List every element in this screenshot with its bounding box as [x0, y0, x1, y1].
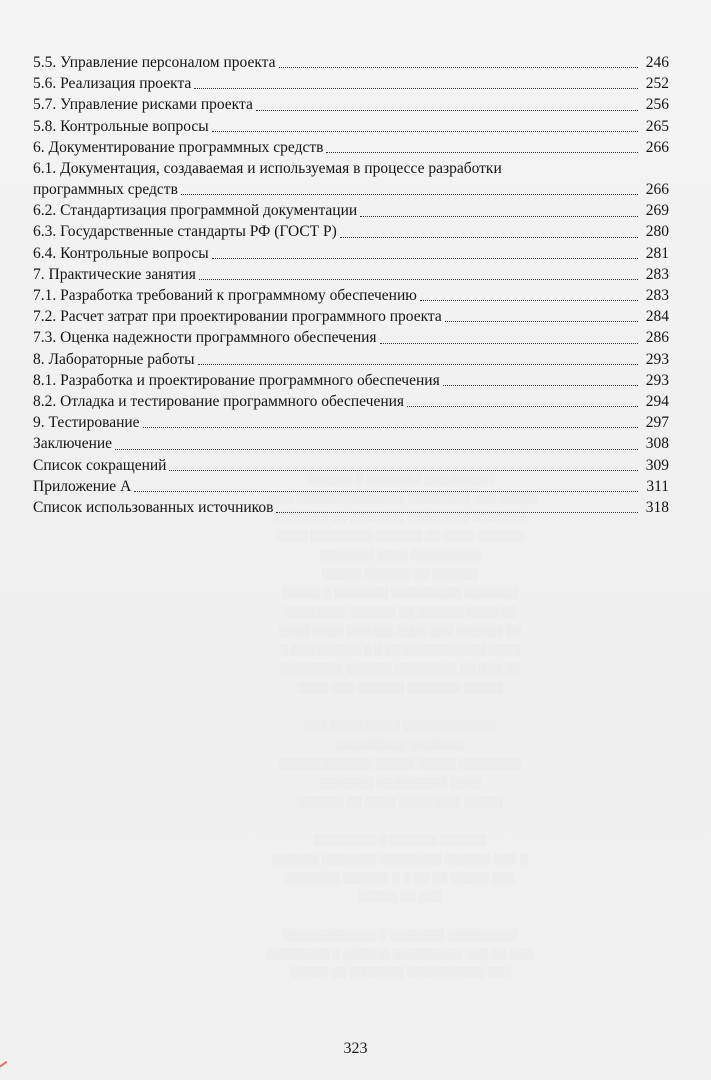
dot-leader [256, 109, 638, 111]
table-of-contents [33, 52, 669, 518]
toc-entry-title-line1: 6.1. Документация, создаваемая и используемая в процессе разработки [33, 159, 502, 177]
toc-entry-page: 280 [645, 223, 669, 241]
toc-entry-title: 6.2. Стандартизация программной документации [33, 202, 358, 220]
toc-entry [33, 94, 669, 115]
toc-entry-page: 293 [645, 350, 669, 368]
toc-entry-title: 6.3. Государственные стандарты РФ (ГОСТ Р) [33, 223, 337, 241]
toc-entry-title: 7.1. Разработка требований к программному обеспечению [33, 287, 417, 305]
show-through-text: ░░░░░░ ░ ░░░░░░░ ░░░░░░░░░ ░░░░ ░░░░░░░░░░░░░░ ░░░░░░░░ ░░░ ░░░░░ ░░░░░░░ ░░ ░░░░░░░ ░░░░░░░░ ░░░░░░░ ░░░░ ░░░░░░░░ ░░░░░░ ░░ ░░░░ ░░░░░░ ░░░░░░░ ░░░░ ░░░░░░░░░ ░░░░░ ░░░░░░ ░░ ░░░░░░ ░░░░░ ░ ░░░░░░░ ░░░░░░░░░ ░░░░░░░ ░░░░░░░░ ░░░░░░ ░░ ░░░░░░ ░░░░ ░░ ░░░░ ░░░░ ░░░░░░ ░░░░ ░░░ ░░░░░░ ░░ ░ ░░░░░░░░░ ░ ░ ░░░░░░░░░░░░░ ░░░░ ░░░░░░░░ ░░░░░░ ░░░░░░░░ ░░ ░░░ ░░ ░░░░ ░░░ ░░░░░░ ░░░░░░░ ░░░░░ ░░░ ░░░░░░░░░ ░░░░░░░░░░░░ ░░░░░░░░░ ░░░░░░░ ░░░░░░░░░░░░ ░░░░░ ░░░░░ ░░░░░░░░ ░░░░░░░ ░░░░░░░░░ ░░░░ ░░░░░░ ░░ ░░░░ ░░░░░░░░ ░░░░░ ░░░░░░░░ ░ ░░░░░░ ░░░░░░ ░░░░░░ ░░░░░░░ ░░░░░░░░ ░░░░░░ ░░░ ░ ░░░░░░░ ░░░░░░ ░ ░ ░░ ░░ ░░░░░ ░░░ ░░░░░ ░░ ░░░ ░░░░░░░░░░░░ ░ ░░░░░░░ ░░░░░░░░░ ░░░░░░░░ ░ ░░░░░░ ░░░░░░░░░ ░░░ ░░ ░░░ ░░░░░ ░░ ░░░░░░░ ░░░░░░░░░░ ░░░ [262, 473, 538, 979]
corner-mark [0, 1061, 13, 1080]
toc-entry [33, 455, 669, 476]
toc-entry-page: 266 [645, 181, 669, 199]
toc-entry-page: 266 [645, 138, 669, 156]
toc-entry-page: 297 [645, 414, 669, 432]
toc-entry-title: 6.4. Контрольные вопросы [33, 244, 209, 262]
dot-leader [115, 448, 638, 450]
toc-entry-page: 294 [645, 392, 669, 410]
toc-entry-title: 7.2. Расчет затрат при проектировании программного проекта [33, 308, 442, 326]
dot-leader [134, 490, 638, 492]
dot-leader [143, 426, 638, 428]
toc-entry-page: 286 [645, 329, 669, 347]
toc-entry-page: 246 [645, 53, 669, 71]
dot-leader [407, 405, 638, 407]
dot-leader [360, 215, 638, 217]
toc-entry-page: 293 [645, 371, 669, 389]
dot-leader [420, 299, 638, 301]
toc-entry-title: 7.3. Оценка надежности программного обеспечения [33, 329, 377, 347]
toc-entry-title: 8. Лабораторные работы [33, 350, 195, 368]
toc-entry-page: 269 [645, 202, 669, 220]
toc-entry [33, 52, 669, 73]
dot-leader [326, 151, 638, 153]
dot-leader [181, 193, 638, 195]
dot-leader [279, 66, 638, 68]
toc-entry-page: 256 [645, 96, 669, 114]
toc-entry-title: Приложение А [33, 477, 132, 495]
toc-entry-title: программных средств [33, 181, 178, 199]
toc-entry-title: 9. Тестирование [33, 414, 140, 432]
toc-entry-title: 5.5. Управление персоналом проекта [33, 53, 276, 71]
toc-entry-title: 6. Документирование программных средств [33, 138, 324, 156]
toc-entry [33, 476, 669, 497]
toc-entry-title: 5.6. Реализация проекта [33, 75, 192, 93]
page-number: 323 [343, 1040, 368, 1057]
toc-entry [33, 73, 669, 94]
toc-entry-page: 252 [645, 75, 669, 93]
toc-entry [33, 497, 669, 518]
toc-entry [33, 412, 669, 433]
toc-entry [33, 391, 669, 412]
toc-entry-title: 8.1. Разработка и проектирование программного обеспечения [33, 371, 440, 389]
dot-leader [194, 87, 638, 89]
toc-entry [33, 433, 669, 454]
toc-entry [33, 370, 669, 391]
dot-leader [198, 363, 638, 365]
toc-entry [33, 243, 669, 264]
toc-entry-title: 7. Практические занятия [33, 265, 196, 283]
toc-entry [33, 200, 669, 221]
dot-leader [380, 342, 638, 344]
dot-leader [212, 257, 638, 259]
toc-entry [33, 116, 669, 137]
toc-entry [33, 306, 669, 327]
toc-entry-page: 311 [646, 477, 669, 495]
dot-leader [199, 278, 638, 280]
toc-entry [33, 349, 669, 370]
toc-entry-page: 265 [645, 117, 669, 135]
toc-entry-title: 5.7. Управление рисками проекта [33, 96, 253, 114]
toc-entry [33, 158, 669, 200]
toc-entry-page: 283 [645, 265, 669, 283]
toc-entry-title: 8.2. Отладка и тестирование программного обеспечения [33, 392, 405, 410]
toc-entry-title: Список сокращений [33, 456, 167, 474]
dot-leader [340, 236, 638, 238]
dot-leader [212, 130, 638, 132]
toc-entry-title: Заключение [33, 435, 113, 453]
toc-entry [33, 222, 669, 243]
toc-entry-page: 308 [645, 435, 669, 453]
toc-entry [33, 327, 669, 348]
toc-entry-page: 284 [645, 308, 669, 326]
toc-entry-page: 283 [645, 287, 669, 305]
toc-entry [33, 137, 669, 158]
toc-entry-title: Список использованных источников [33, 498, 274, 516]
toc-entry [33, 285, 669, 306]
dot-leader [276, 511, 638, 513]
toc-entry-page: 309 [645, 456, 669, 474]
toc-entry-page: 318 [645, 498, 669, 516]
dot-leader [443, 384, 638, 386]
dot-leader [445, 320, 638, 322]
toc-entry-title: 5.8. Контрольные вопросы [33, 117, 209, 135]
toc-entry-page: 281 [645, 244, 669, 262]
toc-entry [33, 264, 669, 285]
dot-leader [169, 469, 638, 471]
